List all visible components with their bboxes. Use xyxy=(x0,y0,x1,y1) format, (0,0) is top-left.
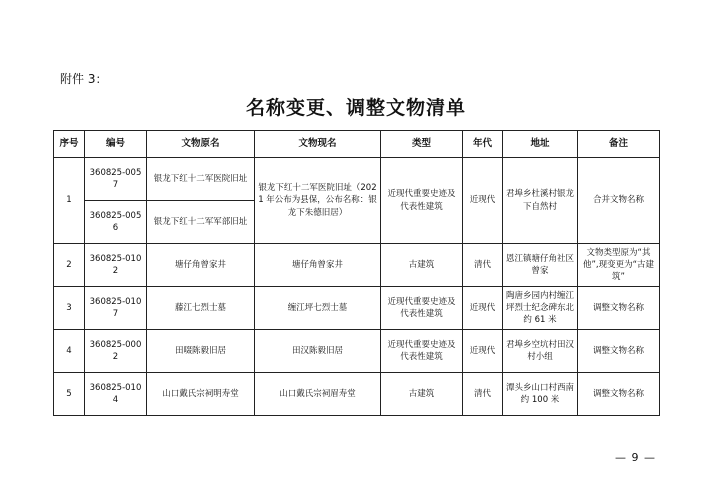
header-note: 备注 xyxy=(578,131,660,158)
cell-note: 调整文物名称 xyxy=(578,373,660,416)
cell-seq: 5 xyxy=(54,373,85,416)
cell-original-name: 田啜陈毅旧居 xyxy=(147,330,255,373)
cell-type: 古建筑 xyxy=(381,373,463,416)
header-seq: 序号 xyxy=(54,131,85,158)
cell-address: 君埠乡杜溪村银龙下自然村 xyxy=(503,158,578,244)
page-number: — 9 — xyxy=(615,451,656,464)
cell-note: 调整文物名称 xyxy=(578,330,660,373)
cell-current-name: 银龙下红十二军医院旧址（2021 年公布为县保，公布名称：银龙下朱德旧居） xyxy=(255,158,381,244)
cell-seq: 1 xyxy=(54,158,85,244)
cell-code: 360825-0104 xyxy=(85,373,147,416)
cell-current-name: 塘仔角曾家井 xyxy=(255,244,381,287)
cell-seq: 2 xyxy=(54,244,85,287)
cell-era: 近现代 xyxy=(463,330,503,373)
cell-code: 360825-0102 xyxy=(85,244,147,287)
header-address: 地址 xyxy=(503,131,578,158)
cell-note: 调整文物名称 xyxy=(578,287,660,330)
cell-seq: 3 xyxy=(54,287,85,330)
cell-original-name: 山口戴氏宗祠明寿堂 xyxy=(147,373,255,416)
header-code: 编号 xyxy=(85,131,147,158)
document-title: 名称变更、调整文物清单 xyxy=(245,97,466,119)
cell-era: 清代 xyxy=(463,244,503,287)
cell-code: 360825-0107 xyxy=(85,287,147,330)
table-row xyxy=(54,373,660,416)
table-row xyxy=(54,330,660,373)
cell-address: 君埠乡空坑村田汉村小组 xyxy=(503,330,578,373)
cell-note: 文物类型原为“其他”,现变更为“古建筑” xyxy=(578,244,660,287)
table-row xyxy=(54,158,660,201)
header-original-name: 文物原名 xyxy=(147,131,255,158)
cell-note: 合并文物名称 xyxy=(578,158,660,244)
header-type: 类型 xyxy=(381,131,463,158)
header-era: 年代 xyxy=(463,131,503,158)
cell-code: 360825-0057 xyxy=(85,158,147,201)
cell-current-name: 田汉陈毅旧居 xyxy=(255,330,381,373)
table-row xyxy=(54,244,660,287)
cell-era: 近现代 xyxy=(463,287,503,330)
cell-current-name: 山口戴氏宗祠眉寿堂 xyxy=(255,373,381,416)
relic-table xyxy=(53,130,660,416)
cell-original-name: 银龙下红十二军军部旧址 xyxy=(147,201,255,244)
cell-address: 陶唐乡园内村缠江坪烈士纪念碑东北约 61 米 xyxy=(503,287,578,330)
cell-code: 360825-0002 xyxy=(85,330,147,373)
table-row xyxy=(54,287,660,330)
cell-seq: 4 xyxy=(54,330,85,373)
cell-address: 潭头乡山口村西南约 100 米 xyxy=(503,373,578,416)
cell-type: 古建筑 xyxy=(381,244,463,287)
attachment-label: 附件 3： xyxy=(60,72,108,86)
cell-era: 清代 xyxy=(463,373,503,416)
cell-era: 近现代 xyxy=(463,158,503,244)
cell-type: 近现代重要史迹及代表性建筑 xyxy=(381,330,463,373)
cell-current-name: 缠江坪七烈士墓 xyxy=(255,287,381,330)
cell-type: 近现代重要史迹及代表性建筑 xyxy=(381,158,463,244)
cell-type: 近现代重要史迹及代表性建筑 xyxy=(381,287,463,330)
table-header-row xyxy=(54,131,660,158)
cell-address: 恩江镇塘仔角社区曾家 xyxy=(503,244,578,287)
cell-original-name: 藤江七烈士墓 xyxy=(147,287,255,330)
cell-original-name: 银龙下红十二军医院旧址 xyxy=(147,158,255,201)
header-current-name: 文物现名 xyxy=(255,131,381,158)
cell-original-name: 塘仔角曾家井 xyxy=(147,244,255,287)
cell-code: 360825-0056 xyxy=(85,201,147,244)
